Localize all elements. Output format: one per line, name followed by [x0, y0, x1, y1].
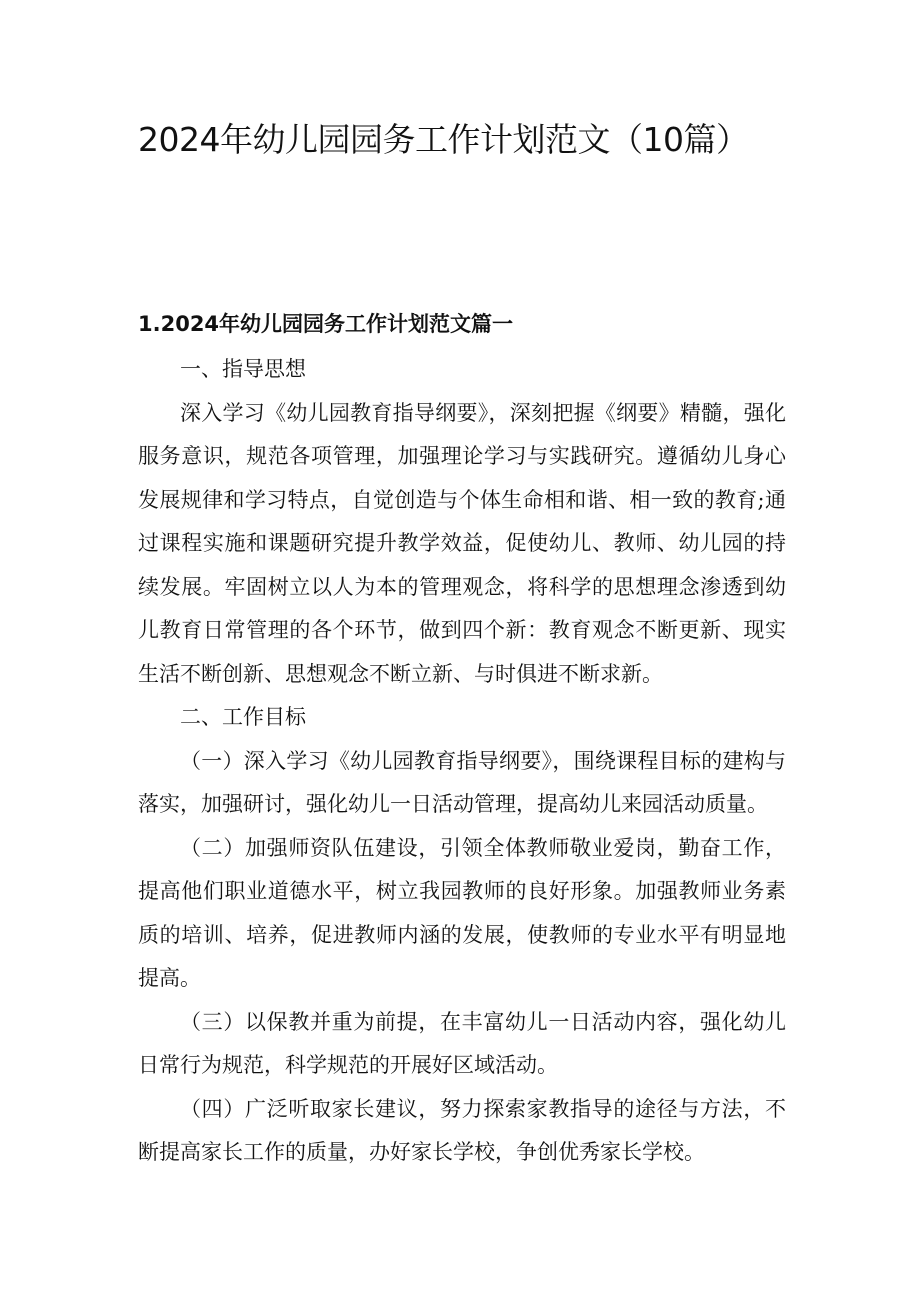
paragraph-guiding-ideology: 深入学习《幼儿园教育指导纲要》，深刻把握《纲要》精髓，强化服务意识，规范各项管理，加强理论学习与实践研究。遵循幼儿身心发展规律和学习特点，自觉创造与个体生命相和谐、相一致的教育;通过课程实施和课题研究提升教学效益，促使幼儿、教师、幼儿园的持续发展。牢固树立以人为本的管理观念，将科学的思想理念渗透到幼儿教育日常管理的各个环节，做到四个新：教育观念不断更新、现实生活不断创新、思想观念不断立新、与时俱进不断求新。 — [138, 400, 786, 686]
paragraph-goal-4: （四）广泛听取家长建议，努力探索家教指导的途径与方法，不断提高家长工作的质量，办好家长学校，争创优秀家长学校。 — [138, 1096, 786, 1164]
paragraph-heading-guiding-ideology: 一、指导思想 — [180, 357, 306, 381]
paragraph-heading-work-goals: 二、工作目标 — [180, 705, 306, 729]
document-title: 2024年幼儿园园务工作计划范文（10篇） — [138, 120, 749, 159]
paragraph-goal-1: （一）深入学习《幼儿园教育指导纲要》，围绕课程目标的建构与落实，加强研讨，强化幼儿一日活动管理，提高幼儿来园活动质量。 — [138, 748, 786, 816]
paragraph-goal-3: （三）以保教并重为前提，在丰富幼儿一日活动内容，强化幼儿日常行为规范，科学规范的开展好区域活动。 — [138, 1009, 786, 1077]
paragraph-goal-2: （二）加强师资队伍建设，引领全体教师敬业爱岗，勤奋工作，提高他们职业道德水平，树立我园教师的良好形象。加强教师业务素质的培训、培养，促进教师内涵的发展，使教师的专业水平有明显地提高。 — [138, 835, 786, 990]
section-heading: 1.2024年幼儿园园务工作计划范文篇一 — [138, 312, 514, 336]
document-body — [138, 348, 786, 1175]
